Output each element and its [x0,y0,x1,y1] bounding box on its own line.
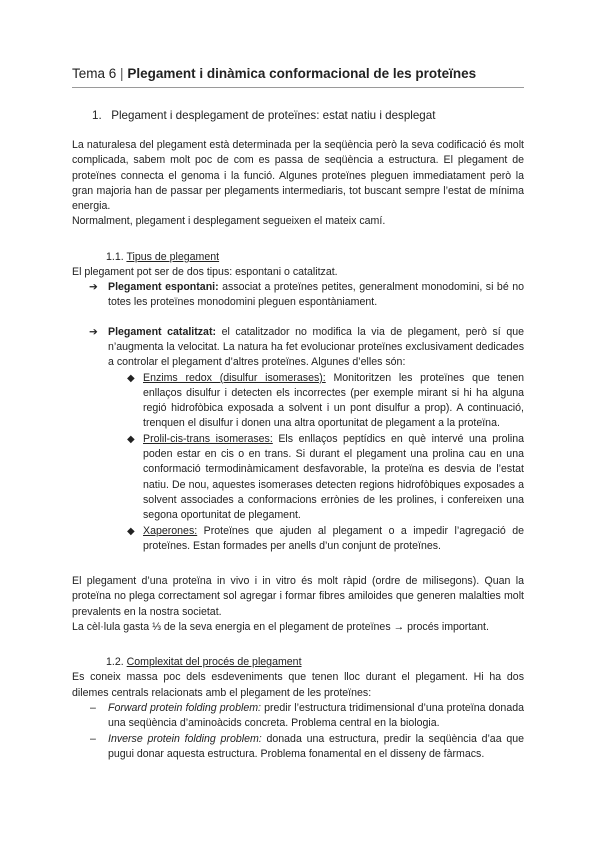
subsection-number: 1.1. [106,250,124,263]
intro-paragraph: La naturalesa del plegament està determinada per la seqüència però la seva codificació és molt complicada, sabem molt poc de com es passa de seqüència a estructura. El plegament de proteïnes connecta el genoma i la funció. Algunes proteïnes pleguen immediatament però la gran majoria han de passar per plegaments intermediaris, tot buscant sempre l’estat de mínima energia. [72,139,524,213]
dash-bullet-icon: – [90,732,96,745]
topic-title: Plegament i dinàmica conformacional de les proteïnes [127,66,477,81]
dash-bullet-icon: – [90,701,96,714]
page-header [72,64,524,88]
types-intro: El plegament pot ser de dos tipus: espontani o catalitzat. [72,265,338,278]
normal-paragraph: Normalment, plegament i desplegament segueixen el mateix camí. [72,215,386,228]
item-label: Forward protein folding problem: [108,701,261,714]
header-separator: | [120,66,124,81]
item-text: associat a proteïnes petites, generalment monodomini, si bé no totes les proteïnes monodomini pleguen espontàniament. [108,281,524,309]
item-label: Plegament espontani: [108,281,219,294]
item-label: Enzims redox (disulfur isomerases): [143,371,326,384]
section-number: 1. [92,109,102,122]
item-text: Proteïnes que ajuden al plegament o a impedir l’agregació de proteïnes. Estan formades per anells d’un conjunt de proteïnes. [143,524,524,552]
document-body [72,108,524,762]
diamond-bullet-icon: ◆ [127,525,135,537]
energy-paragraph: La cèl·lula gasta ⅓ de la seva energia en el plegament de proteïnes → procés important. [72,621,489,634]
topic-number: Tema 6 [72,66,117,81]
arrow-icon: ➔ [89,281,98,294]
subsection-heading-types [106,250,524,265]
arrow-icon: ➔ [89,325,98,338]
subsection-heading-complexity [106,655,524,670]
invivo-paragraph: El plegament d’una proteïna in vivo i in vitro és molt ràpid (ordre de milisegons). Quan la proteïna no plega correctament sol agregar i formar fibres amiloides que generen malalties molt prevalents en la nostra societat. [72,575,524,618]
subsection-number: 1.2. [106,656,124,669]
section-heading [92,108,524,124]
list-item [72,701,524,732]
complexity-intro: Es coneix massa poc dels esdeveniments que tenen lloc durant el plegament. Hi ha dos dilemes centrals relacionats amb el plegament de les proteïnes: [72,671,524,699]
item-label: Inverse protein folding problem: [108,732,262,745]
list-item [72,371,524,432]
list-item [72,732,524,763]
item-label: Plegament catalitzat: [108,325,217,338]
item-text: donada una estructura, predir la seqüència d’aa que pugui donar aquesta estructura. Problema fonamental en el disseny de fàrmacs. [108,732,524,760]
subsection-title: Complexitat del procés de plegament [126,656,302,669]
item-text: predir l’estructura tridimensional d’una proteïna donada una seqüència d’aminoàcids concreta. Problema central en la biologia. [108,701,524,730]
list-item [72,432,524,524]
item-label: Xaperones: [143,524,198,537]
item-text: Monitoritzen les proteïnes que tenen enllaços disulfur i detecten els incorrectes (per exemple mirant si hi ha alguna regió hidrofòbica exposada a solvent i un pont disulfur a prop). A continuació, trenquen el disulfur i donen una altra oportunitat de plegament a la proteïna. [143,371,524,430]
subsection-title: Tipus de plegament [126,250,220,263]
list-item [72,524,524,555]
list-item [72,280,524,311]
diamond-bullet-icon: ◆ [127,433,135,445]
list-item [72,325,524,371]
diamond-bullet-icon: ◆ [127,372,135,384]
section-title: Plegament i desplegament de proteïnes: estat natiu i desplegat [111,109,436,122]
item-text: el catalitzador no modifica la via de plegament, però sí que n’augmenta la velocitat. La natura ha fet evolucionar proteïnes exclusivament dedicades a controlar el plegament d’altres proteïnes. Algunes d’elles són: [108,325,524,369]
item-text: Els enllaços peptídics en què intervé una prolina poden estar en cis o en trans. Si durant el plegament una prolina cau en una conformació termodinàmicament desfavorable, la proteïna es desvia de l’estat natiu. De nou, aquestes isomerases detecten regions hidrofòbiques exposades a solvent associades a conformacions errònies de les prolines, i confereixen una segona oportunitat de plegament. [143,432,525,522]
item-label: Prolil-cis-trans isomerases: [143,432,273,445]
